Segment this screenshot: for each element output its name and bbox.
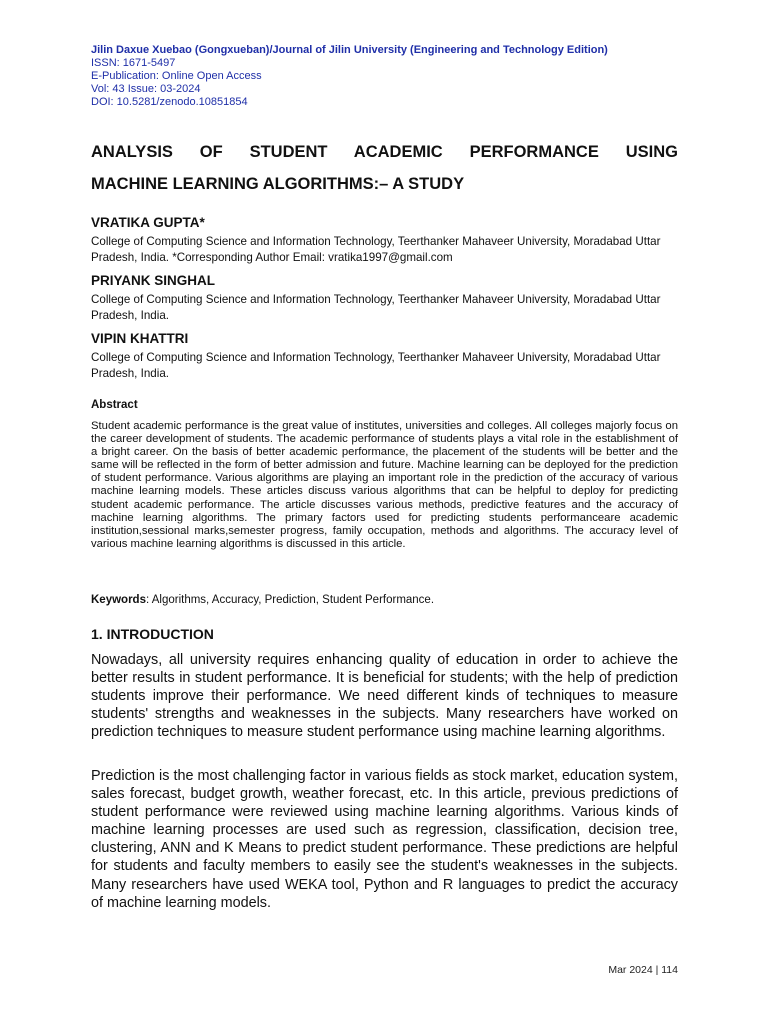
keywords (91, 593, 434, 607)
introduction-heading: 1. INTRODUCTION (91, 626, 214, 642)
paper-title-line1: ANALYSIS OF STUDENT ACADEMIC PERFORMANCE USING (91, 143, 678, 161)
journal-doi: DOI: 10.5281/zenodo.10851854 (91, 96, 248, 108)
journal-publication: E-Publication: Online Open Access (91, 70, 262, 82)
journal-issn: ISSN: 1671-5497 (91, 57, 176, 69)
introduction-paragraph-2: Prediction is the most challenging factor in various fields as stock market, education system, sales forecast, budget growth, weather forecast, etc. In this article, previous predictions of student performance were reviewed using machine learning algorithms. Various kinds of machine learning processes are used such as regression, classification, decision tree, clustering, ANN and K Means to predict student performance. These predictions are helpful for students and faculty members to easily see the student's weaknesses in the subjects. Many researchers have used WEKA tool, Python and R languages to predict the accuracy of machine learning models. (91, 768, 678, 911)
author-2 (91, 272, 678, 323)
author-1 (91, 214, 678, 265)
paper-title-line2: MACHINE LEARNING ALGORITHMS:– A STUDY (91, 175, 465, 193)
author-name: PRIYANK SINGHAL (91, 273, 216, 288)
author-affiliation: College of Computing Science and Information Technology, Teerthanker Mahaveer University, Moradabad Uttar Pradesh, India. *Corresponding Author Email: vratika1997@gmail.com (91, 235, 661, 264)
author-affiliation: College of Computing Science and Information Technology, Teerthanker Mahaveer University, Moradabad Uttar Pradesh, India. (91, 351, 661, 380)
journal-volume: Vol: 43 Issue: 03-2024 (91, 83, 201, 95)
author-name: VIPIN KHATTRI (91, 331, 189, 346)
abstract-heading: Abstract (91, 399, 138, 411)
paper-title (91, 136, 678, 200)
keywords-label: Keywords (91, 594, 146, 606)
journal-header (91, 44, 691, 109)
author-name: VRATIKA GUPTA* (91, 215, 205, 230)
author-affiliation: College of Computing Science and Information Technology, Teerthanker Mahaveer University, Moradabad Uttar Pradesh, India. (91, 293, 661, 322)
journal-title: Jilin Daxue Xuebao (Gongxueban)/Journal of Jilin University (Engineering and Technology Edition) (91, 44, 608, 56)
author-3 (91, 330, 678, 381)
introduction-paragraph-1: Nowadays, all university requires enhancing quality of education in order to achieve the better results in student performance. It is beneficial for students; with the help of prediction students improve their performance. We need different kinds of techniques to measure students' strengths and weaknesses in the subjects. Many researchers have worked on prediction techniques to measure student performance using machine learning algorithms. (91, 652, 678, 741)
abstract-text: Student academic performance is the great value of institutes, universities and colleges. All colleges majorly focus on the career development of students. The academic performance of students plays a vital role in the establishment of a bright career. On the basis of better academic performance, the placement of the students will be better and the same will be reflected in the form of better admission and future. Machine learning can be deployed for the prediction of student performance. Various algorithms are playing an important role in the prediction of the accuracy of various machine learning models. These articles discuss various algorithms that can be helpful to deploy for predicting student academic performance. The article discusses various methods, predictive features and the accuracy of machine learning algorithms. The primary factors used for predicting students performanceare academic institution,sessional marks,semester progress, family occupation, methods and algorithms. The accuracy level of various machine learning algorithms is discussed in this article. (91, 420, 678, 550)
keywords-text: : Algorithms, Accuracy, Prediction, Student Performance. (145, 594, 435, 606)
page-footer: Mar 2024 | 114 (608, 964, 678, 976)
